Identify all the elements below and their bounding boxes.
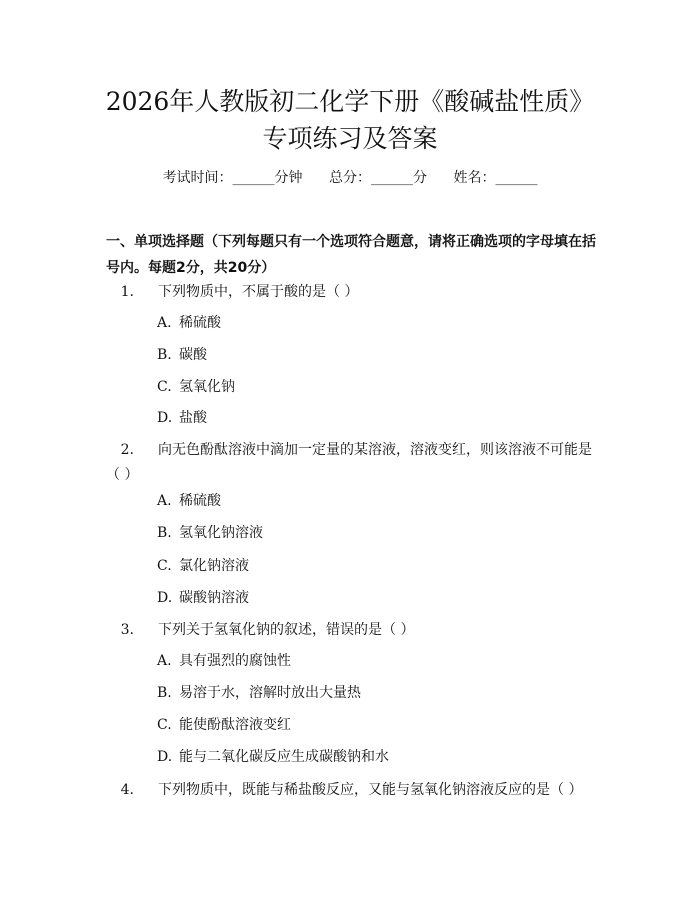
question-text: 下列物质中，不属于酸的是（ ） bbox=[158, 284, 359, 300]
question-text: 下列物质中，既能与稀盐酸反应，又能与氢氧化钠溶液反应的是（ ） bbox=[158, 782, 583, 798]
question-text: 下列关于氢氧化钠的叙述，错误的是（ ） bbox=[158, 622, 415, 638]
question-1-option-a bbox=[157, 313, 221, 333]
option-letter: B. bbox=[157, 525, 172, 541]
option-text: 能使酚酞溶液变红 bbox=[179, 717, 291, 733]
option-letter: D. bbox=[157, 749, 173, 765]
option-text: 碳酸 bbox=[179, 347, 207, 363]
option-text: 氯化钠溶液 bbox=[179, 558, 249, 574]
question-2 bbox=[106, 438, 601, 488]
page-title-line2: 专项练习及答案 bbox=[262, 124, 438, 153]
option-text: 稀硫酸 bbox=[179, 493, 221, 509]
option-text: 具有强烈的腐蚀性 bbox=[179, 653, 291, 669]
exam-info bbox=[0, 168, 700, 188]
option-letter: C. bbox=[157, 717, 172, 733]
total-score-field: 总分：______分 bbox=[329, 170, 427, 186]
option-text: 能与二氧化碳反应生成碳酸钠和水 bbox=[179, 749, 389, 765]
question-number: 1. bbox=[120, 284, 134, 300]
option-text: 氢氧化钠 bbox=[179, 379, 235, 395]
option-text: 盐酸 bbox=[179, 410, 207, 426]
question-3-option-c bbox=[157, 715, 291, 735]
option-letter: A. bbox=[157, 493, 172, 509]
option-letter: D. bbox=[157, 410, 173, 426]
question-2-option-c bbox=[157, 556, 249, 576]
option-letter: D. bbox=[157, 590, 173, 606]
question-1-option-d bbox=[157, 408, 207, 428]
question-number: 3. bbox=[120, 622, 134, 638]
option-letter: B. bbox=[157, 685, 172, 701]
page-title-line1: 2026年人教版初二化学下册《酸碱盐性质》 bbox=[105, 87, 595, 116]
question-3-option-d bbox=[157, 747, 389, 767]
question-4 bbox=[106, 778, 601, 803]
question-3-option-b bbox=[157, 683, 361, 703]
option-text: 易溶于水，溶解时放出大量热 bbox=[179, 685, 361, 701]
option-text: 氢氧化钠溶液 bbox=[179, 525, 263, 541]
question-number: 4. bbox=[120, 782, 134, 798]
question-2-option-b bbox=[157, 523, 263, 543]
question-1-option-b bbox=[157, 345, 207, 365]
option-letter: A. bbox=[157, 315, 172, 331]
question-3 bbox=[106, 618, 601, 643]
section-heading: 一、单项选择题（下列每题只有一个选项符合题意，请将正确选项的字母填在括号内。每题2分，共20分） bbox=[106, 234, 596, 276]
option-text: 碳酸钠溶液 bbox=[179, 590, 249, 606]
question-2-option-a bbox=[157, 491, 221, 511]
question-3-option-a bbox=[157, 651, 291, 671]
question-number: 2. bbox=[120, 442, 134, 458]
exam-time-field: 考试时间：______分钟 bbox=[162, 170, 303, 186]
question-2-option-d bbox=[157, 588, 249, 608]
question-1 bbox=[106, 280, 601, 305]
option-letter: C. bbox=[157, 379, 172, 395]
option-letter: A. bbox=[157, 653, 172, 669]
option-letter: B. bbox=[157, 347, 172, 363]
question-1-option-c bbox=[157, 377, 235, 397]
option-text: 稀硫酸 bbox=[179, 315, 221, 331]
name-field: 姓名：______ bbox=[453, 170, 538, 186]
option-letter: C. bbox=[157, 558, 172, 574]
question-text: 向无色酚酞溶液中滴加一定量的某溶液，溶液变红，则该溶液不可能是（ ） bbox=[106, 442, 592, 483]
